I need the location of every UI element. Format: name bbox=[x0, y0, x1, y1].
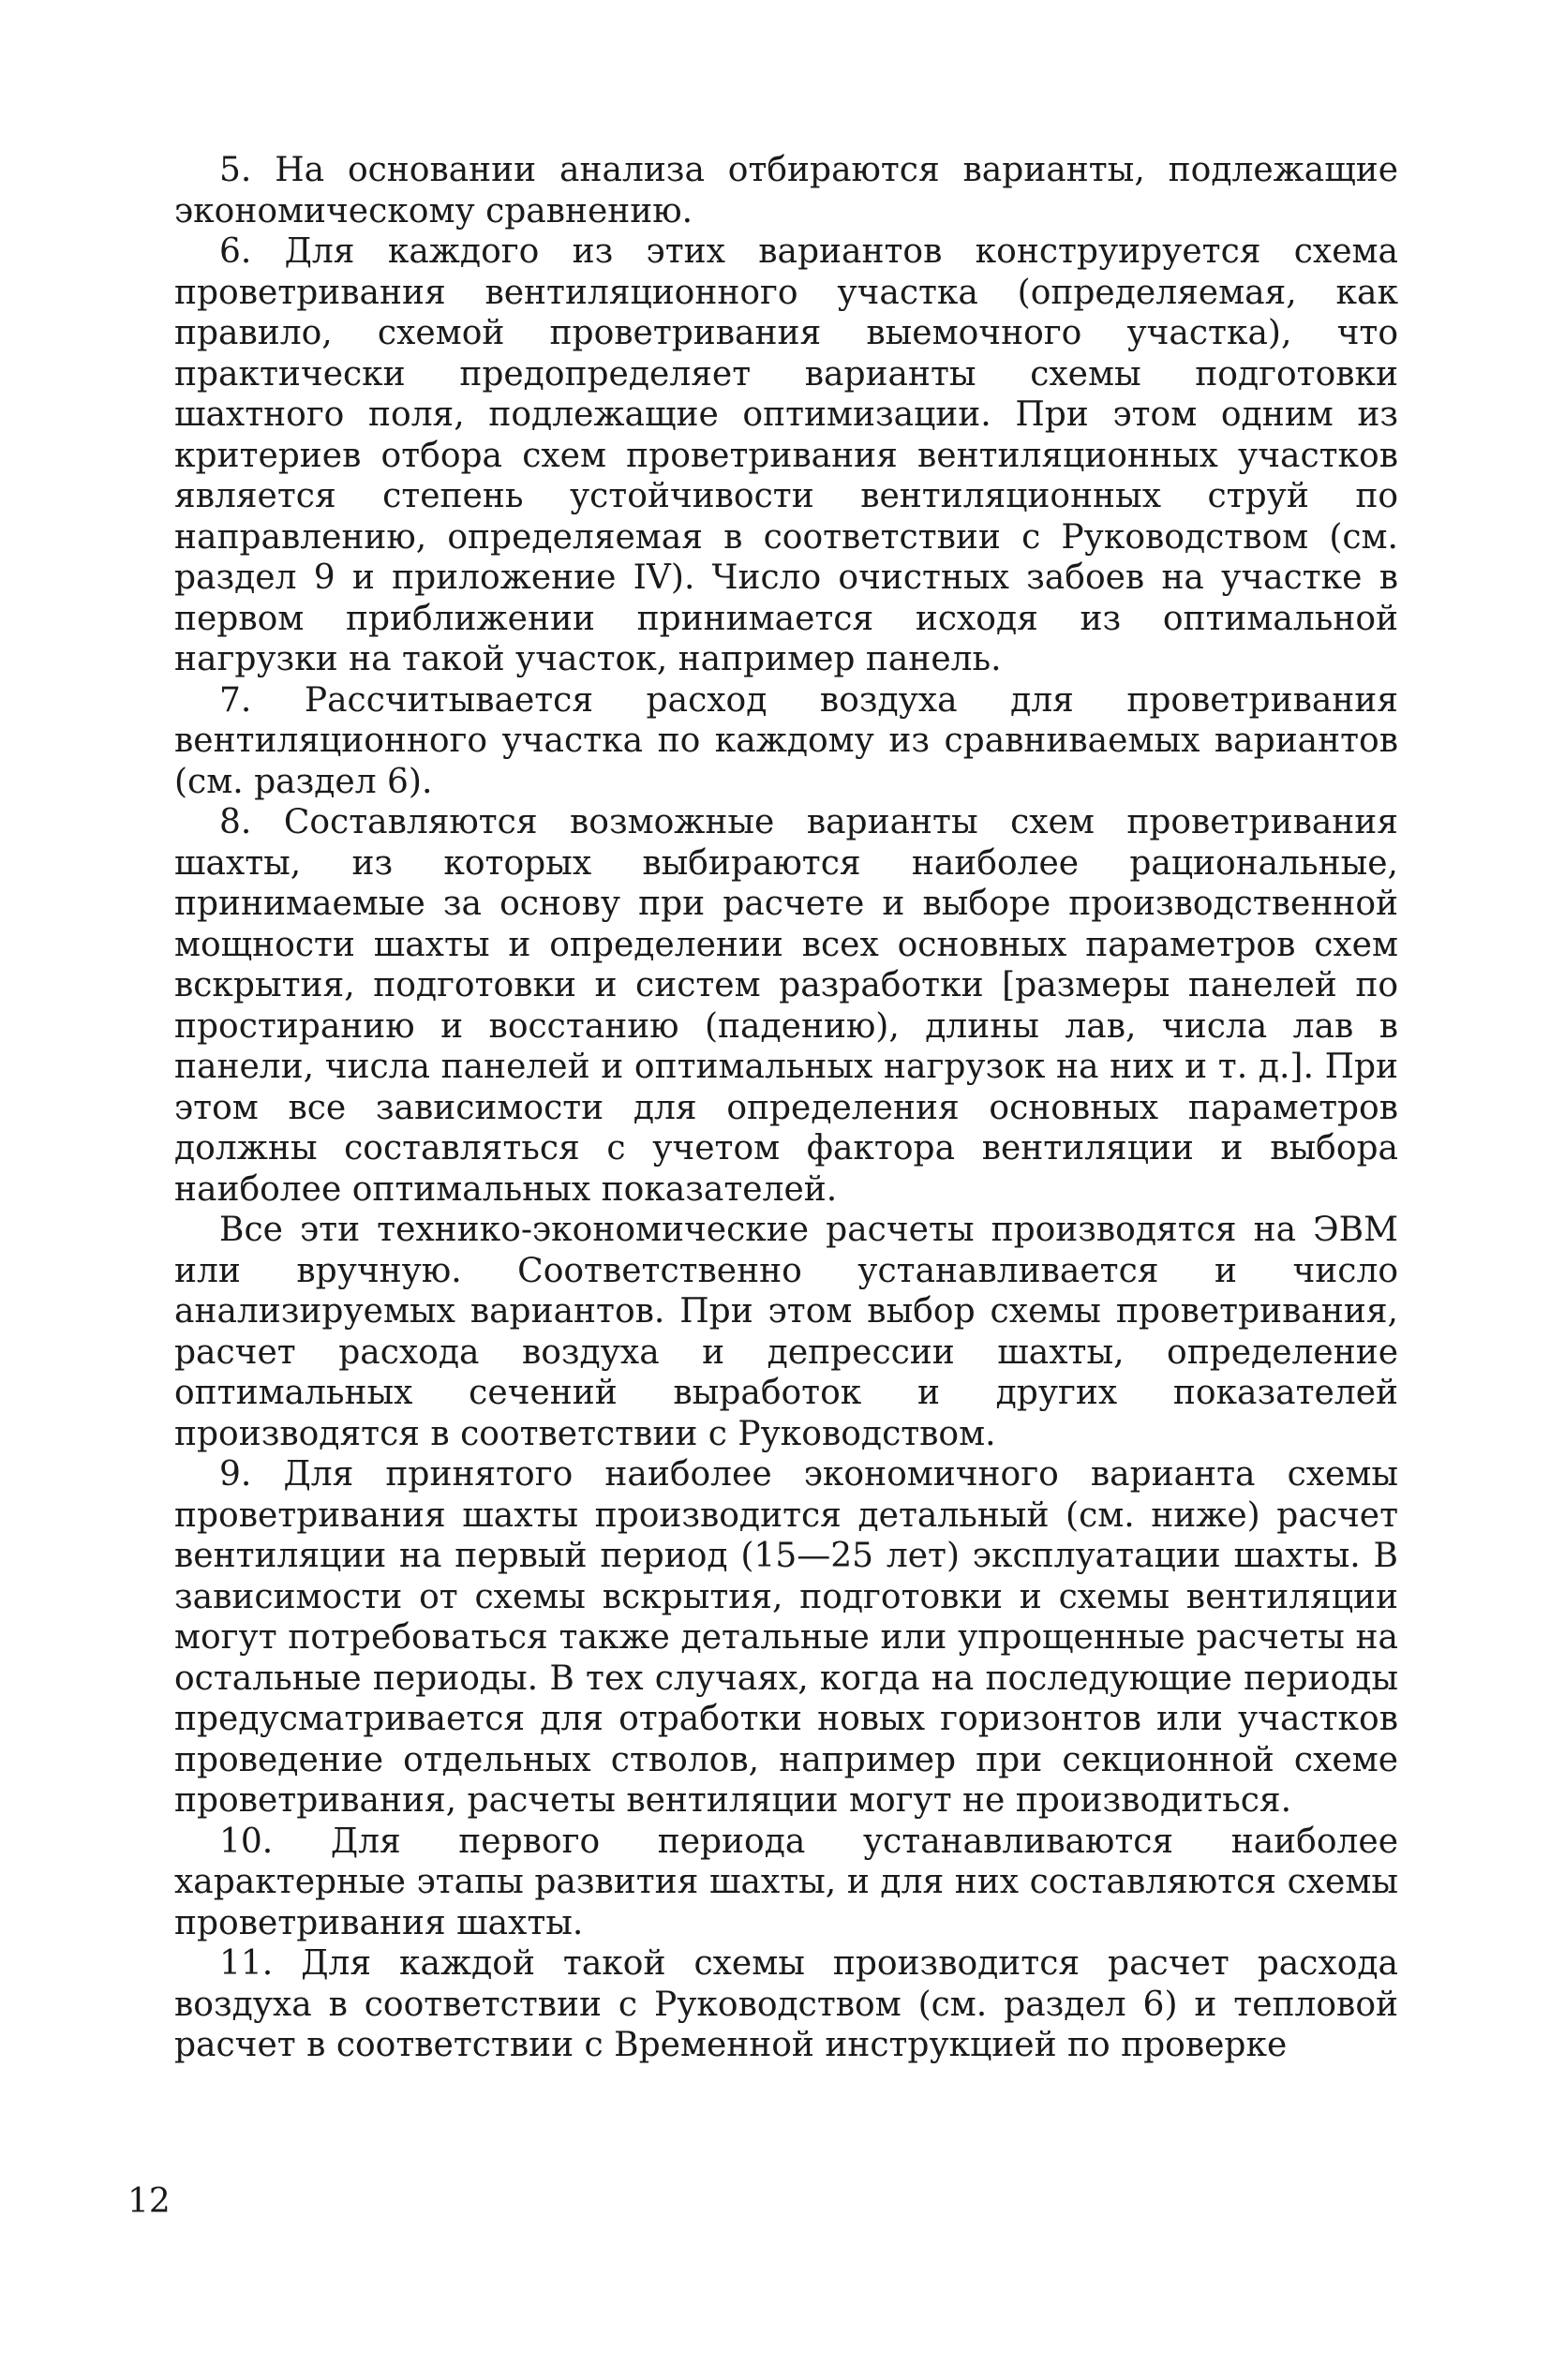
paragraph-computation-note: Все эти технико-экономические расчеты производятся на ЭВМ или вручную. Соответственно устанавливается и число анализируемых вариантов. При этом выбор схемы проветривания, расчет расхода воздуха и депрессии шахты, определение оптимальных сечений выработок и других показателей производятся в соответствии с Руководством. bbox=[174, 1211, 1398, 1453]
paragraph-item-8: 8. Составляются возможные варианты схем проветривания шахты, из которых выбираются наиболее рациональные, принимаемые за основу при расчете и выборе производственной мощности шахты и определении всех основных параметров схем вскрытия, подготовки и систем разработки [размеры панелей по простиранию и восстанию (падению), длины лав, числа лав в панели, числа панелей и оптимальных нагрузок на них и т. д.]. При этом все зависимости для определения основных параметров должны составляться с учетом фактора вентиляции и выбора наиболее оптимальных показателей. bbox=[174, 803, 1398, 1209]
page-number: 12 bbox=[127, 2182, 171, 2221]
paragraph-item-5: 5. На основании анализа отбираются варианты, подлежащие экономическому сравнению. bbox=[174, 151, 1398, 231]
paragraph-item-6: 6. Для каждого из этих вариантов конструируется схема проветривания вентиляционного участка (определяемая, как правило, схемой проветривания выемочного участка), что практически предопределяет варианты схемы подготовки шахтного поля, подлежащие оптимизации. При этом одним из критериев отбора схем проветривания вентиляционных участков является степень устойчивости вентиляционных струй по направлению, определяемая в соответствии с Руководством (см. раздел 9 и приложение IV). Число очистных забоев на участке в первом приближении принимается исходя из оптимальной нагрузки на такой участок, например панель. bbox=[174, 232, 1398, 678]
page-body bbox=[174, 150, 1398, 2066]
paragraph-item-7: 7. Рассчитывается расход воздуха для проветривания вентиляционного участка по каждому из сравниваемых вариантов (см. раздел 6). bbox=[174, 680, 1398, 801]
paragraph-item-10: 10. Для первого периода устанавливаются наиболее характерные этапы развития шахты, и для них составляются схемы проветривания шахты. bbox=[174, 1822, 1398, 1942]
paragraph-item-11: 11. Для каждой такой схемы производится расчет расхода воздуха в соответствии с Руководством (см. раздел 6) и тепловой расчет в соответствии с Временной инструкцией по проверке bbox=[174, 1944, 1398, 2064]
paragraph-item-9: 9. Для принятого наиболее экономичного варианта схемы проветривания шахты производится детальный (см. ниже) расчет вентиляции на первый период (15—25 лет) эксплуатации шахты. В зависимости от схемы вскрытия, подготовки и схемы вентиляции могут потребоваться также детальные или упрощенные расчеты на остальные периоды. В тех случаях, когда на последующие периоды предусматривается для отработки новых горизонтов или участков проведение отдельных стволов, например при секционной схеме проветривания, расчеты вентиляции могут не производиться. bbox=[174, 1455, 1398, 1820]
